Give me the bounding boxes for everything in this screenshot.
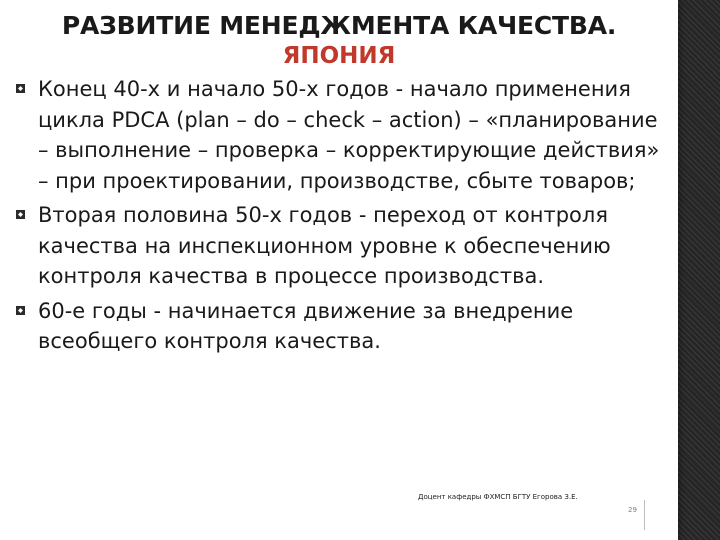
bullet-icon	[16, 210, 25, 219]
footer-divider	[644, 500, 645, 530]
bullet-text: Вторая половина 50-х годов - переход от контроля качества на инспекционном уровне к обеспечению контроля качества в процессе производства.	[38, 203, 611, 288]
decorative-side-border	[678, 0, 720, 540]
bullet-text: Конец 40-х и начало 50-х годов - начало применения цикла PDCA (plan – do – check – action) – «планирование – выполнение – проверка – корректирующие действия» – при проектировании, производстве, сбыте товаров;	[38, 77, 660, 193]
bullet-text: 60-е годы - начинается движение за внедрение всеобщего контроля качества.	[38, 298, 574, 353]
slide-title	[0, 10, 678, 72]
title-subtitle: ЯПОНИЯ	[282, 43, 396, 69]
list-item	[14, 200, 666, 292]
list-item	[14, 74, 666, 196]
page-number: 29	[628, 506, 637, 514]
footer-author: Доцент кафедры ФХМСП БГТУ Егорова З.Е.	[418, 493, 578, 501]
list-item	[14, 296, 666, 357]
title-main: РАЗВИТИЕ МЕНЕДЖМЕНТА КАЧЕСТВА.	[61, 11, 617, 40]
bullet-list	[14, 74, 666, 361]
bullet-icon	[16, 84, 25, 93]
bullet-icon	[16, 306, 25, 315]
